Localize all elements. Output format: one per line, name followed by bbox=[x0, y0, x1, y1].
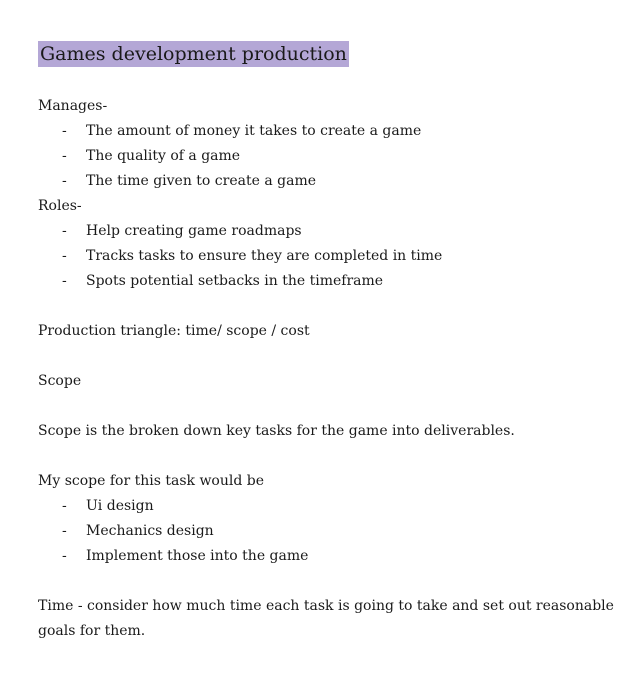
my-scope-heading: My scope for this task would be bbox=[38, 473, 265, 489]
scope-definition: Scope is the broken down key tasks for the game into deliverables. bbox=[38, 423, 515, 439]
list-item-text: Tracks tasks to ensure they are completed in time bbox=[86, 248, 443, 264]
list-item-text: The time given to create a game bbox=[86, 173, 317, 189]
manages-heading: Manages- bbox=[38, 98, 108, 114]
list-item-text: Help creating game roadmaps bbox=[86, 223, 302, 239]
document-title: Games development production bbox=[40, 43, 347, 65]
list-item bbox=[62, 122, 421, 140]
list-item-text: Spots potential setbacks in the timeframe bbox=[86, 273, 384, 289]
list-item bbox=[62, 147, 240, 165]
list-item bbox=[62, 222, 302, 240]
scope-heading: Scope bbox=[38, 373, 82, 389]
list-item-text: Implement those into the game bbox=[86, 548, 309, 564]
list-item bbox=[62, 497, 154, 515]
list-item-text: The quality of a game bbox=[86, 148, 241, 164]
list-item-text: Ui design bbox=[86, 498, 154, 514]
list-item bbox=[62, 522, 214, 540]
list-item-text: Mechanics design bbox=[86, 523, 214, 539]
list-item bbox=[62, 247, 442, 265]
bullet-dash: - bbox=[62, 148, 67, 164]
bullet-dash: - bbox=[62, 123, 67, 139]
bullet-dash: - bbox=[62, 523, 67, 539]
bullet-dash: - bbox=[62, 273, 67, 289]
bullet-dash: - bbox=[62, 498, 67, 514]
bullet-dash: - bbox=[62, 248, 67, 264]
bullet-dash: - bbox=[62, 173, 67, 189]
list-item bbox=[62, 547, 308, 565]
production-triangle-text: Production triangle: time/ scope / cost bbox=[38, 323, 310, 339]
list-item bbox=[62, 272, 383, 290]
list-item-text: The amount of money it takes to create a game bbox=[86, 123, 422, 139]
bullet-dash: - bbox=[62, 223, 67, 239]
list-item bbox=[62, 172, 316, 190]
bullet-dash: - bbox=[62, 548, 67, 564]
roles-heading: Roles- bbox=[38, 198, 82, 214]
time-paragraph: Time - consider how much time each task is going to take and set out reasonable goals for them. bbox=[38, 598, 614, 639]
